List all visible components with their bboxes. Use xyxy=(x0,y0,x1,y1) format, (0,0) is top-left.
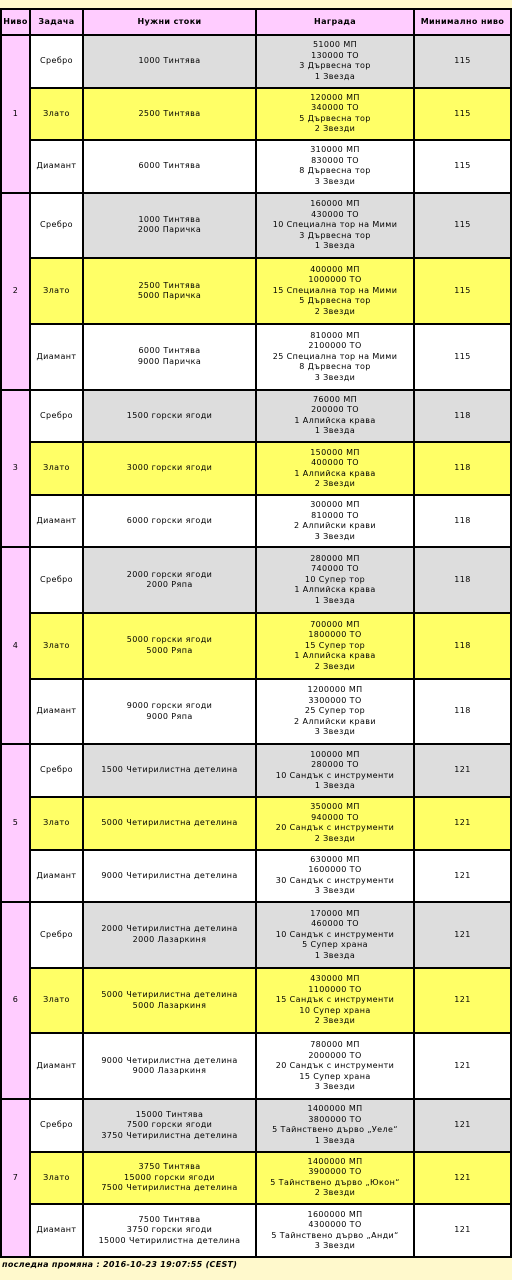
min-level-cell: 121 xyxy=(414,850,511,903)
goods-cell: 2500 Тинтява 5000 Паричка xyxy=(83,258,256,324)
goods-cell: 3750 Тинтява 15000 горски ягоди 7500 Четирилистна детелина xyxy=(83,1152,256,1205)
min-level-cell: 118 xyxy=(414,547,511,613)
goods-cell: 9000 Четирилистна детелина xyxy=(83,850,256,903)
task-cell: Диамант xyxy=(30,850,83,903)
quest-table xyxy=(0,8,512,1258)
header-min-level: Минимално ниво xyxy=(414,9,511,35)
goods-cell: 1000 Тинтява 2000 Паричка xyxy=(83,193,256,259)
table-row xyxy=(1,324,511,390)
table-row xyxy=(1,390,511,443)
table-row xyxy=(1,35,511,88)
min-level-cell: 121 xyxy=(414,797,511,850)
goods-cell: 7500 Тинтява 3750 горски ягоди 15000 Четирилистна детелина xyxy=(83,1204,256,1257)
goods-cell: 5000 горски ягоди 5000 Ряпа xyxy=(83,613,256,679)
level-cell: 7 xyxy=(1,1099,30,1257)
task-cell: Злато xyxy=(30,442,83,495)
header-level: Ниво xyxy=(1,9,30,35)
header-row xyxy=(1,9,511,35)
goods-cell: 1000 Тинтява xyxy=(83,35,256,88)
goods-cell: 2000 горски ягоди 2000 Ряпа xyxy=(83,547,256,613)
task-cell: Сребро xyxy=(30,193,83,259)
task-cell: Диамант xyxy=(30,324,83,390)
level-cell: 3 xyxy=(1,390,30,548)
task-cell: Злато xyxy=(30,968,83,1034)
table-row xyxy=(1,679,511,745)
task-cell: Диамант xyxy=(30,1204,83,1257)
reward-cell: 76000 МП 200000 ТО 1 Алпийска крава 1 Звезда xyxy=(256,390,414,443)
table-row xyxy=(1,744,511,797)
task-cell: Диамант xyxy=(30,1033,83,1099)
task-cell: Злато xyxy=(30,797,83,850)
task-cell: Диамант xyxy=(30,679,83,745)
table-row xyxy=(1,1152,511,1205)
min-level-cell: 121 xyxy=(414,1204,511,1257)
min-level-cell: 121 xyxy=(414,1033,511,1099)
min-level-cell: 118 xyxy=(414,442,511,495)
min-level-cell: 115 xyxy=(414,88,511,141)
table-row xyxy=(1,797,511,850)
task-cell: Злато xyxy=(30,613,83,679)
header-task: Задача xyxy=(30,9,83,35)
header-reward: Награда xyxy=(256,9,414,35)
goods-cell: 9000 горски ягоди 9000 Ряпа xyxy=(83,679,256,745)
table-row xyxy=(1,193,511,259)
task-cell: Сребро xyxy=(30,35,83,88)
min-level-cell: 118 xyxy=(414,390,511,443)
reward-cell: 350000 МП 940000 ТО 20 Сандък с инструменти 2 Звезди xyxy=(256,797,414,850)
reward-cell: 170000 МП 460000 ТО 10 Сандък с инструменти 5 Супер храна 1 Звезда xyxy=(256,902,414,968)
task-cell: Злато xyxy=(30,88,83,141)
min-level-cell: 115 xyxy=(414,35,511,88)
reward-cell: 310000 МП 830000 ТО 8 Дървесна тор 3 Звезди xyxy=(256,140,414,193)
table-row xyxy=(1,442,511,495)
table-row xyxy=(1,902,511,968)
table-row xyxy=(1,140,511,193)
reward-cell: 700000 МП 1800000 ТО 15 Супер тор 1 Алпийска крава 2 Звезди xyxy=(256,613,414,679)
reward-cell: 400000 МП 1000000 ТО 15 Специална тор на Мими 5 Дървесна тор 2 Звезди xyxy=(256,258,414,324)
min-level-cell: 121 xyxy=(414,744,511,797)
min-level-cell: 121 xyxy=(414,1152,511,1205)
table-row xyxy=(1,1099,511,1152)
min-level-cell: 121 xyxy=(414,902,511,968)
table-row xyxy=(1,1033,511,1099)
reward-cell: 120000 МП 340000 ТО 5 Дървесна тор 2 Звезди xyxy=(256,88,414,141)
min-level-cell: 115 xyxy=(414,140,511,193)
min-level-cell: 118 xyxy=(414,679,511,745)
level-cell: 2 xyxy=(1,193,30,390)
last-modified-footer: последна промяна : 2016-10-23 19:07:55 (CEST) xyxy=(2,1260,238,1269)
reward-cell: 1600000 МП 4300000 ТО 5 Тайнствено дърво „Анди“ 3 Звезди xyxy=(256,1204,414,1257)
min-level-cell: 121 xyxy=(414,1099,511,1152)
goods-cell: 15000 Тинтява 7500 горски ягоди 3750 Четирилистна детелина xyxy=(83,1099,256,1152)
goods-cell: 6000 Тинтява 9000 Паричка xyxy=(83,324,256,390)
table-row xyxy=(1,968,511,1034)
level-cell: 5 xyxy=(1,744,30,902)
task-cell: Злато xyxy=(30,1152,83,1205)
task-cell: Сребро xyxy=(30,744,83,797)
min-level-cell: 121 xyxy=(414,968,511,1034)
reward-cell: 810000 МП 2100000 ТО 25 Специална тор на Мими 8 Дървесна тор 3 Звезди xyxy=(256,324,414,390)
task-cell: Сребро xyxy=(30,902,83,968)
table-row xyxy=(1,258,511,324)
table-row xyxy=(1,613,511,679)
min-level-cell: 118 xyxy=(414,495,511,548)
table-row xyxy=(1,88,511,141)
goods-cell: 3000 горски ягоди xyxy=(83,442,256,495)
task-cell: Диамант xyxy=(30,495,83,548)
goods-cell: 5000 Четирилистна детелина xyxy=(83,797,256,850)
task-cell: Сребро xyxy=(30,1099,83,1152)
reward-cell: 1200000 МП 3300000 ТО 25 Супер тор 2 Алпийски крави 3 Звезди xyxy=(256,679,414,745)
reward-cell: 51000 МП 130000 ТО 3 Дървесна тор 1 Звезда xyxy=(256,35,414,88)
level-cell: 1 xyxy=(1,35,30,193)
table-row xyxy=(1,1204,511,1257)
goods-cell: 9000 Четирилистна детелина 9000 Лазаркиня xyxy=(83,1033,256,1099)
table-row xyxy=(1,547,511,613)
reward-cell: 300000 МП 810000 ТО 2 Алпийски крави 3 Звезди xyxy=(256,495,414,548)
reward-cell: 100000 МП 280000 ТО 10 Сандък с инструменти 1 Звезда xyxy=(256,744,414,797)
reward-cell: 1400000 МП 3900000 ТО 5 Тайнствено дърво „Юкон“ 2 Звезди xyxy=(256,1152,414,1205)
min-level-cell: 115 xyxy=(414,258,511,324)
header-goods: Нужни стоки xyxy=(83,9,256,35)
reward-cell: 1400000 МП 3800000 ТО 5 Тайнствено дърво „Уеле“ 1 Звезда xyxy=(256,1099,414,1152)
reward-cell: 430000 МП 1100000 ТО 15 Сандък с инструменти 10 Супер храна 2 Звезди xyxy=(256,968,414,1034)
goods-cell: 6000 горски ягоди xyxy=(83,495,256,548)
reward-cell: 160000 МП 430000 ТО 10 Специална тор на Мими 3 Дървесна тор 1 Звезда xyxy=(256,193,414,259)
min-level-cell: 115 xyxy=(414,324,511,390)
task-cell: Диамант xyxy=(30,140,83,193)
goods-cell: 1500 Четирилистна детелина xyxy=(83,744,256,797)
reward-cell: 280000 МП 740000 ТО 10 Супер тор 1 Алпийска крава 1 Звезда xyxy=(256,547,414,613)
reward-cell: 150000 МП 400000 ТО 1 Алпийска крава 2 Звезди xyxy=(256,442,414,495)
min-level-cell: 118 xyxy=(414,613,511,679)
reward-cell: 780000 МП 2000000 ТО 20 Сандък с инструменти 15 Супер храна 3 Звезди xyxy=(256,1033,414,1099)
goods-cell: 5000 Четирилистна детелина 5000 Лазаркиня xyxy=(83,968,256,1034)
task-cell: Сребро xyxy=(30,390,83,443)
level-cell: 4 xyxy=(1,547,30,744)
table-row xyxy=(1,850,511,903)
task-cell: Злато xyxy=(30,258,83,324)
goods-cell: 1500 горски ягоди xyxy=(83,390,256,443)
min-level-cell: 115 xyxy=(414,193,511,259)
goods-cell: 2500 Тинтява xyxy=(83,88,256,141)
table-row xyxy=(1,495,511,548)
goods-cell: 6000 Тинтява xyxy=(83,140,256,193)
goods-cell: 2000 Четирилистна детелина 2000 Лазаркиня xyxy=(83,902,256,968)
reward-cell: 630000 МП 1600000 ТО 30 Сандък с инструменти 3 Звезди xyxy=(256,850,414,903)
level-cell: 6 xyxy=(1,902,30,1099)
task-cell: Сребро xyxy=(30,547,83,613)
